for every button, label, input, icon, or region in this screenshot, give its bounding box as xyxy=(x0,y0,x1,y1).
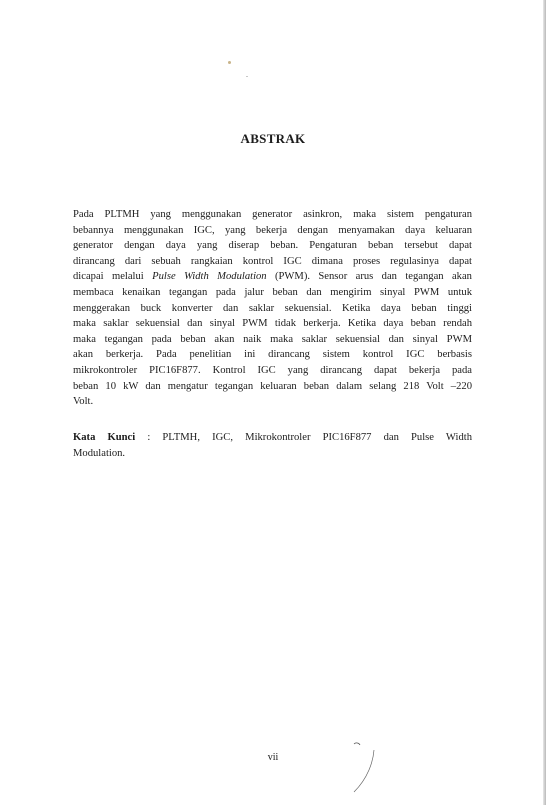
abstract-line: Volt. xyxy=(73,396,94,408)
keywords-line: Modulation. xyxy=(73,447,126,459)
italic-term: Pulse Width Modulation xyxy=(152,271,267,283)
abstract-text: (PWM). Sensor arus dan tegangan akan xyxy=(275,271,472,283)
abstract-line: generator dengan daya yang diserap beban. Pengaturan beban tersebut dapat xyxy=(73,240,472,252)
keywords-text: PLTMH, IGC, Mikrokontroler PIC16F877 dan Pulse Width xyxy=(162,432,472,443)
abstract-line: dirancang dari sebuah rangkaian kontrol IGC dimana proses regulasinya dapat xyxy=(73,255,472,267)
keywords-line xyxy=(73,430,472,446)
abstract-line: membaca kenaikan tegangan pada jalur beban dan mengirim sinyal PWM untuk xyxy=(73,286,472,298)
keywords-label: Kata Kunci xyxy=(73,432,136,443)
abstract-line: bebannya menggunakan IGC, yang bekerja dengan menyamakan daya keluaran xyxy=(73,224,472,236)
page-title: ABSTRAK xyxy=(240,131,306,146)
abstract-line: beban 10 kW dan mengatur tegangan keluaran beban dalam selang 218 Volt –220 xyxy=(73,380,472,392)
keywords-separator: : xyxy=(147,432,151,443)
abstract-line: akan berkerja. Pada penelitian ini dirancang sistem kontrol IGC berbasis xyxy=(73,349,472,361)
abstract-line-with-term xyxy=(73,269,472,285)
abstract-line: mikrokontroler PIC16F877. Kontrol IGC yang dirancang dapat bekerja pada xyxy=(73,364,472,376)
abstract-line: maka tegangan pada beban akan naik maka saklar sekuensial dan sinyal PWM xyxy=(73,333,472,345)
abstract-line: Pada PLTMH yang menggunakan generator asinkron, maka sistem pengaturan xyxy=(73,209,472,220)
keywords-block xyxy=(73,430,472,461)
abstract-body xyxy=(73,207,472,410)
abstract-text: dicapai melalui xyxy=(73,271,144,283)
abstract-line: menggerakan buck konverter dan saklar sekuensial. Ketika daya beban tinggi xyxy=(73,302,472,314)
paper-speck xyxy=(246,76,248,77)
pen-mark-decoration xyxy=(352,738,382,796)
abstract-line: maka saklar sekuensial dan sinyal PWM tidak berkerja. Ketika daya beban rendah xyxy=(73,318,472,330)
page-number: vii xyxy=(267,752,279,763)
paper-speck xyxy=(228,61,231,64)
